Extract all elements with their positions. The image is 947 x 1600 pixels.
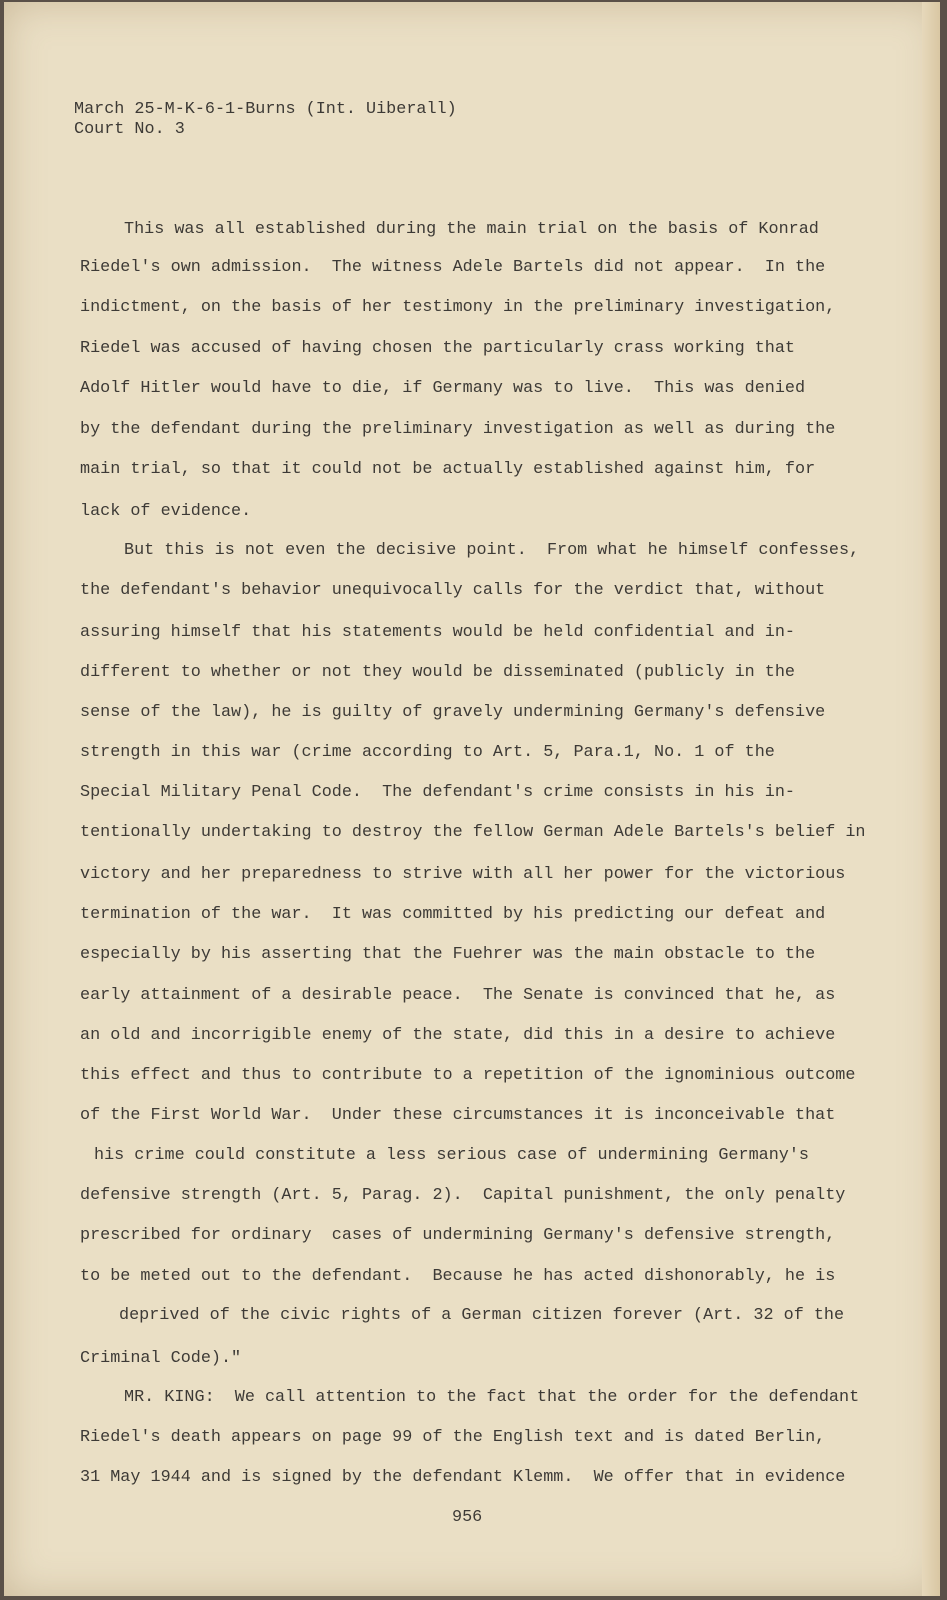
- text-line: an old and incorrigible enemy of the state, did this in a desire to achieve: [80, 1026, 836, 1045]
- text-line: This was all established during the main trial on the basis of Konrad: [124, 220, 819, 239]
- text-line: prescribed for ordinary cases of undermining Germany's defensive strength,: [80, 1226, 836, 1245]
- text-line: victory and her preparedness to strive with all her power for the victorious: [80, 865, 846, 884]
- text-line: assuring himself that his statements would be held confidential and in-: [80, 623, 795, 642]
- text-line: indictment, on the basis of her testimony in the preliminary investigation,: [80, 298, 836, 317]
- header-line-1: March 25-M-K-6-1-Burns (Int. Uiberall): [74, 100, 457, 119]
- text-line: especially by his asserting that the Fuehrer was the main obstacle to the: [80, 945, 816, 964]
- text-line: different to whether or not they would be disseminated (publicly in the: [80, 663, 795, 682]
- document-page: [4, 2, 940, 1596]
- text-line: lack of evidence.: [80, 502, 252, 521]
- page-number: 956: [452, 1508, 483, 1527]
- text-line: of the First World War. Under these circumstances it is inconceivable that: [80, 1106, 836, 1125]
- text-line: by the defendant during the preliminary investigation as well as during the: [80, 420, 836, 439]
- text-line: early attainment of a desirable peace. The Senate is convinced that he, as: [80, 986, 836, 1005]
- text-line: Riedel's own admission. The witness Adele Bartels did not appear. In the: [80, 258, 826, 277]
- text-line: Special Military Penal Code. The defendant's crime consists in his in-: [80, 783, 795, 802]
- text-line: 31 May 1944 and is signed by the defendant Klemm. We offer that in evidence: [80, 1468, 846, 1487]
- text-line: sense of the law), he is guilty of gravely undermining Germany's defensive: [80, 703, 826, 722]
- text-line: deprived of the civic rights of a German citizen forever (Art. 32 of the: [119, 1306, 845, 1325]
- text-line: main trial, so that it could not be actually established against him, for: [80, 460, 816, 479]
- text-line: the defendant's behavior unequivocally calls for the verdict that, without: [80, 581, 826, 600]
- text-line: Criminal Code).": [80, 1349, 242, 1368]
- header-line-2: Court No. 3: [74, 120, 185, 139]
- text-line: this effect and thus to contribute to a repetition of the ignominious outcome: [80, 1066, 856, 1085]
- text-line: But this is not even the decisive point. From what he himself confesses,: [124, 541, 860, 560]
- text-line: MR. KING: We call attention to the fact that the order for the defendant: [124, 1388, 860, 1407]
- text-line: Adolf Hitler would have to die, if Germany was to live. This was denied: [80, 379, 806, 398]
- text-line: Riedel's death appears on page 99 of the English text and is dated Berlin,: [80, 1428, 826, 1447]
- text-line: tentionally undertaking to destroy the fellow German Adele Bartels's belief in: [80, 823, 866, 842]
- text-line: strength in this war (crime according to Art. 5, Para.1, No. 1 of the: [80, 743, 775, 762]
- page-edge: [922, 2, 940, 1596]
- text-line: termination of the war. It was committed by his predicting our defeat and: [80, 905, 826, 924]
- text-line: Riedel was accused of having chosen the particularly crass working that: [80, 339, 795, 358]
- text-line: to be meted out to the defendant. Because he has acted dishonorably, he is: [80, 1267, 836, 1286]
- text-line: defensive strength (Art. 5, Parag. 2). Capital punishment, the only penalty: [80, 1186, 846, 1205]
- text-line: his crime could constitute a less serious case of undermining Germany's: [94, 1146, 809, 1165]
